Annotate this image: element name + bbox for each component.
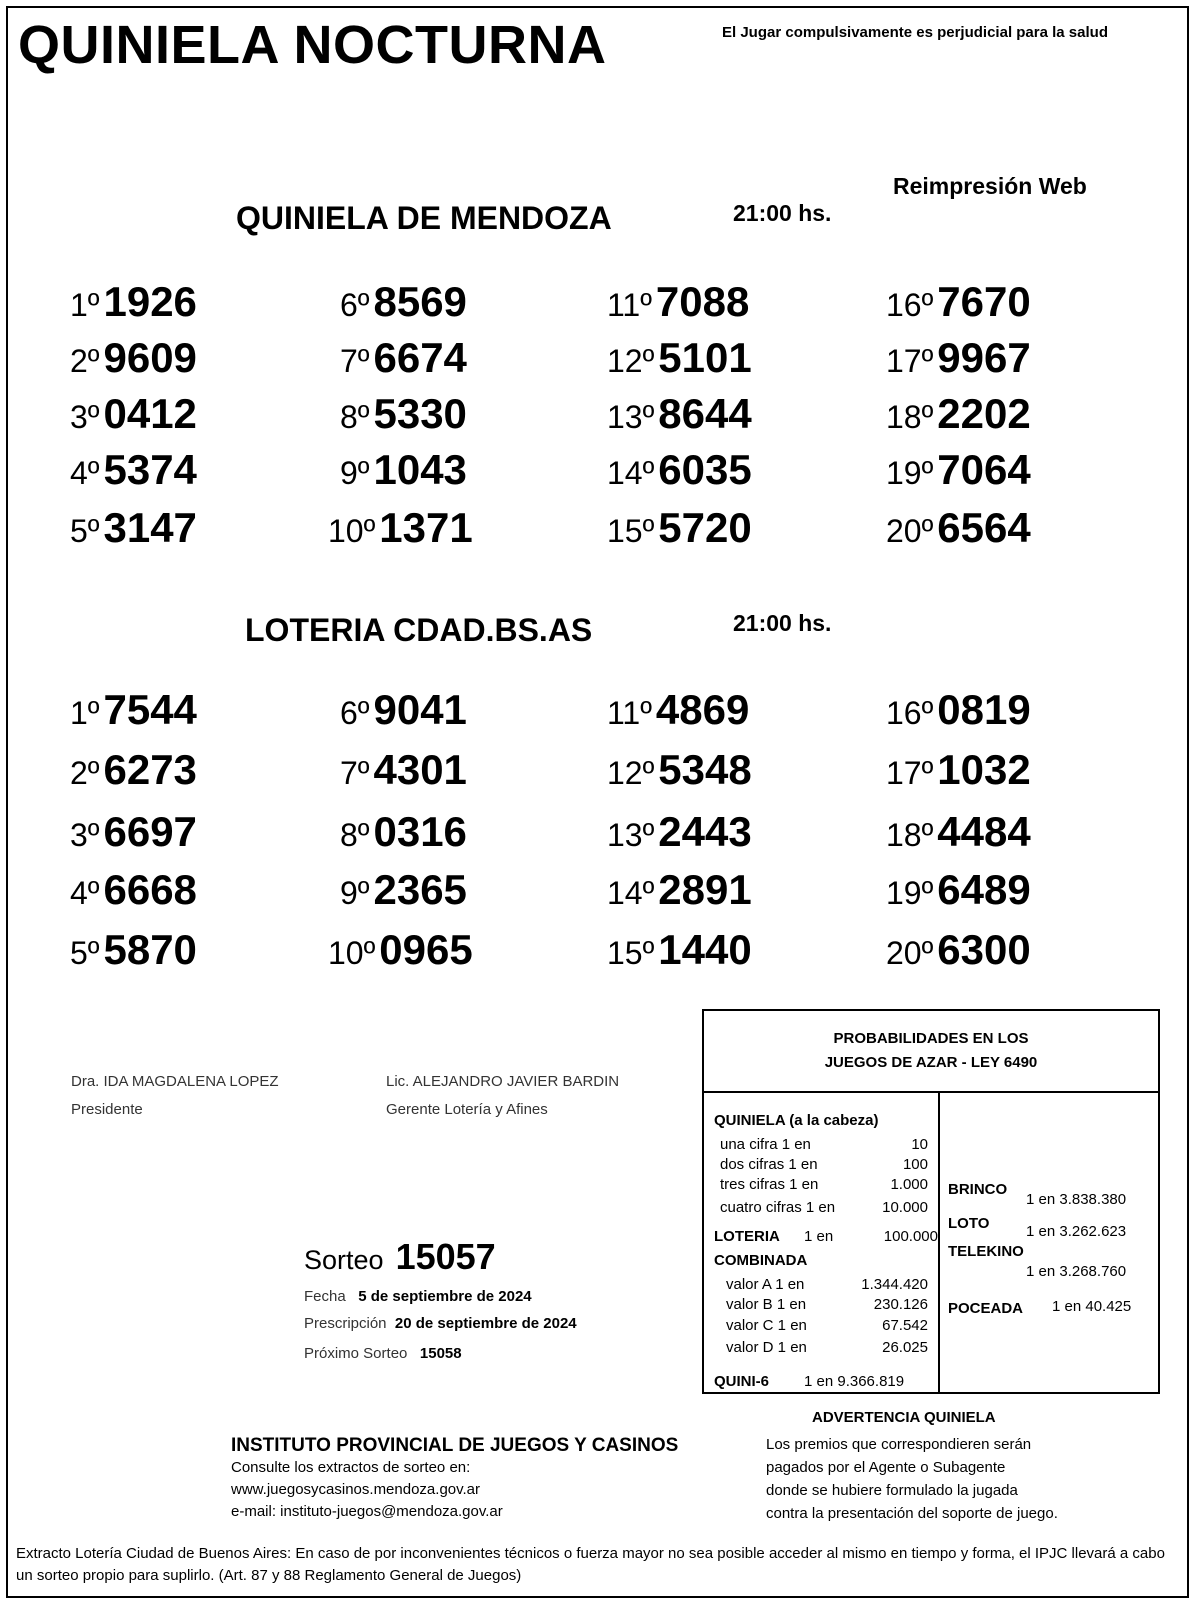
health-warning: El Jugar compulsivamente es perjudicial para la salud: [722, 24, 1108, 41]
draw-position: 9º: [340, 455, 370, 491]
bsas-draw-time: 21:00 hs.: [733, 610, 832, 636]
draw-position: 15º: [607, 513, 655, 549]
manager-name: Lic. ALEJANDRO JAVIER BARDIN: [386, 1073, 620, 1090]
prob-row-value: 100: [902, 1156, 928, 1173]
draw-number: 8644: [658, 390, 752, 437]
draw-number: 2202: [937, 390, 1031, 437]
mendoza-result-3: [70, 390, 197, 438]
draw-number: 5330: [373, 390, 467, 437]
draw-position: 20º: [886, 935, 934, 971]
draw-position: 13º: [607, 399, 655, 435]
prob-row-label: una cifra 1 en: [720, 1136, 811, 1153]
bsas-result-6: [340, 686, 467, 734]
draw-number: 6564: [937, 504, 1031, 551]
draw-number: 6697: [103, 808, 197, 855]
advertencia-text: [766, 1433, 1058, 1525]
advertencia-line: Los premios que correspondieren serán: [766, 1436, 1032, 1453]
draw-number: 2443: [658, 808, 752, 855]
draw-number: 6674: [373, 334, 467, 381]
mendoza-result-18: [886, 390, 1031, 438]
draw-position: 20º: [886, 513, 934, 549]
draw-number: 0316: [373, 808, 467, 855]
institute-email[interactable]: e-mail: instituto-juegos@mendoza.gov.ar: [231, 1503, 503, 1520]
prob-row-value: 10: [911, 1136, 928, 1153]
president-name: Dra. IDA MAGDALENA LOPEZ: [71, 1073, 279, 1090]
draw-position: 3º: [70, 817, 100, 853]
draw-number: 0819: [937, 686, 1031, 733]
mendoza-result-2: [70, 334, 197, 382]
advertencia-line: donde se hubiere formulado la jugada: [766, 1482, 1018, 1499]
draw-position: 14º: [607, 455, 655, 491]
draw-number: 1043: [373, 446, 467, 493]
draw-number: 2891: [658, 866, 752, 913]
draw-position: 12º: [607, 755, 655, 791]
bsas-result-1: [70, 686, 197, 734]
mendoza-result-20: [886, 504, 1031, 552]
mendoza-draw-time: 21:00 hs.: [733, 200, 832, 226]
draw-number: 8569: [373, 278, 467, 325]
draw-position: 11º: [607, 695, 652, 731]
draw-position: 16º: [886, 695, 934, 731]
draw-position: 17º: [886, 755, 934, 791]
fecha-label: Fecha: [304, 1288, 346, 1305]
draw-number: 6300: [937, 926, 1031, 973]
president-role: Presidente: [71, 1101, 143, 1118]
probabilities-box: [702, 1009, 1160, 1394]
poceada-prob-label: POCEADA: [948, 1300, 1024, 1317]
proximo-line: [304, 1345, 462, 1362]
sorteo-number: 15057: [395, 1236, 496, 1277]
loteria-prob-en: 1 en: [804, 1228, 834, 1245]
draw-number: 7088: [655, 278, 750, 325]
institute-consult: Consulte los extractos de sorteo en:: [231, 1459, 471, 1476]
prescripcion-line: [304, 1315, 577, 1332]
bsas-result-19: [886, 866, 1031, 914]
draw-number: 7544: [103, 686, 197, 733]
institute-name: INSTITUTO PROVINCIAL DE JUEGOS Y CASINOS: [231, 1435, 679, 1456]
brinco-prob-label: BRINCO: [948, 1181, 1008, 1198]
telekino-prob-value: 1 en 3.268.760: [1026, 1263, 1127, 1280]
prob-row-value: 10.000: [882, 1199, 928, 1216]
draw-position: 11º: [607, 287, 652, 323]
draw-position: 1º: [70, 287, 100, 323]
draw-position: 14º: [607, 875, 655, 911]
bsas-result-12: [607, 746, 752, 794]
draw-position: 9º: [340, 875, 370, 911]
bsas-result-17: [886, 746, 1031, 794]
draw-number: 1032: [937, 746, 1031, 793]
draw-position: 5º: [70, 935, 100, 971]
mendoza-result-1: [70, 278, 197, 326]
bsas-result-15: [607, 926, 752, 974]
prob-row-label: valor A 1 en: [726, 1276, 805, 1293]
draw-position: 13º: [607, 817, 655, 853]
proximo-value: 15058: [419, 1345, 462, 1362]
fecha-line: [304, 1288, 532, 1305]
draw-number: 5348: [658, 746, 752, 793]
draw-number: 7064: [937, 446, 1031, 493]
draw-position: 17º: [886, 343, 934, 379]
loto-prob-label: LOTO: [948, 1215, 990, 1232]
draw-position: 10º: [328, 935, 376, 971]
draw-number: 6668: [103, 866, 197, 913]
draw-position: 2º: [70, 755, 100, 791]
bsas-result-16: [886, 686, 1031, 734]
prob-row-label: valor D 1 en: [726, 1339, 807, 1356]
quiniela-prob-label: QUINIELA (a la cabeza): [714, 1112, 879, 1129]
bsas-result-13: [607, 808, 752, 856]
draw-number: 5101: [658, 334, 752, 381]
probabilities-title-line2: JUEGOS DE AZAR - LEY 6490: [824, 1054, 1038, 1071]
draw-number: 5720: [658, 504, 752, 551]
sorteo-label: Sorteo: [304, 1245, 384, 1275]
prob-row-value: 26.025: [882, 1339, 928, 1356]
bsas-result-14: [607, 866, 752, 914]
draw-number: 5870: [103, 926, 197, 973]
draw-number: 0965: [379, 926, 473, 973]
prob-row-value: 1.000: [890, 1176, 928, 1193]
draw-number: 6035: [658, 446, 752, 493]
prob-row-value: 1.344.420: [861, 1276, 928, 1293]
bsas-result-4: [70, 866, 197, 914]
prob-row-label: valor B 1 en: [726, 1296, 807, 1313]
mendoza-result-4: [70, 446, 197, 494]
prob-row-label: tres cifras 1 en: [720, 1176, 819, 1193]
bsas-result-18: [886, 808, 1031, 856]
bsas-result-20: [886, 926, 1031, 974]
footer-disclaimer: Extracto Lotería Ciudad de Buenos Aires: En caso de por inconvenientes técnicos o fuerza mayor no sea posible acceder al mismo en tiempo y forma, el IPJC llevará a cabo un sorteo propio para suplirlo. (Art. 87 y 88 Reglamento General de Juegos): [16, 1545, 1165, 1584]
institute-block: [231, 1435, 678, 1523]
draw-position: 6º: [340, 695, 370, 731]
draw-position: 1º: [70, 695, 100, 731]
mendoza-result-12: [607, 334, 752, 382]
bsas-result-11: [607, 686, 749, 734]
draw-position: 7º: [340, 755, 370, 791]
draw-position: 5º: [70, 513, 100, 549]
draw-number: 9609: [103, 334, 197, 381]
mendoza-result-11: [607, 278, 749, 326]
advertencia-line: pagados por el Agente o Subagente: [766, 1459, 1006, 1476]
prob-row-value: 67.542: [882, 1317, 928, 1334]
draw-number: 9041: [373, 686, 467, 733]
draw-number: 4484: [937, 808, 1031, 855]
prob-row-label: cuatro cifras 1 en: [720, 1199, 836, 1216]
prob-row-label: valor C 1 en: [726, 1317, 807, 1334]
prob-row-label: dos cifras 1 en: [720, 1156, 818, 1173]
advertencia-line: contra la presentación del soporte de juego.: [766, 1505, 1058, 1522]
mendoza-result-6: [340, 278, 467, 326]
bsas-result-10: [328, 926, 473, 974]
mendoza-result-14: [607, 446, 752, 494]
bsas-result-8: [340, 808, 467, 856]
reprint-label: Reimpresión Web: [893, 173, 1087, 199]
bsas-section-title: LOTERIA CDAD.BS.AS: [245, 612, 593, 648]
draw-number: 4301: [373, 746, 467, 793]
draw-position: 18º: [886, 817, 934, 853]
mendoza-result-9: [340, 446, 467, 494]
loto-prob-value: 1 en 3.262.623: [1026, 1223, 1127, 1240]
draw-position: 8º: [340, 817, 370, 853]
draw-number: 6489: [937, 866, 1031, 913]
quini6-prob-label: QUINI-6: [714, 1373, 770, 1390]
quini6-prob-value: 1 en 9.366.819: [804, 1373, 905, 1390]
draw-position: 12º: [607, 343, 655, 379]
draw-number: 4869: [655, 686, 750, 733]
draw-position: 7º: [340, 343, 370, 379]
probabilities-header: [704, 1011, 1158, 1093]
page-title: QUINIELA NOCTURNA: [18, 15, 607, 75]
draw-position: 10º: [328, 513, 376, 549]
proximo-label: Próximo Sorteo: [304, 1345, 408, 1362]
draw-position: 4º: [70, 875, 100, 911]
mendoza-result-13: [607, 390, 752, 438]
prescripcion-label: Prescripción: [304, 1315, 387, 1332]
loteria-prob-value: 100.000: [883, 1228, 938, 1245]
draw-position: 8º: [340, 399, 370, 435]
draw-position: 2º: [70, 343, 100, 379]
combinada-prob-label: COMBINADA: [714, 1252, 808, 1269]
poceada-prob-value: 1 en 40.425: [1052, 1298, 1132, 1315]
institute-website[interactable]: www.juegosycasinos.mendoza.gov.ar: [231, 1481, 481, 1498]
draw-position: 19º: [886, 455, 934, 491]
advertencia-title: ADVERTENCIA QUINIELA: [812, 1409, 996, 1426]
bsas-result-3: [70, 808, 197, 856]
draw-number: 5374: [103, 446, 197, 493]
sorteo-block: [304, 1236, 496, 1278]
manager-role: Gerente Lotería y Afines: [386, 1101, 548, 1118]
fecha-value: 5 de septiembre de 2024: [358, 1288, 532, 1305]
draw-number: 1926: [103, 278, 197, 325]
mendoza-result-5: [70, 504, 197, 552]
bsas-result-7: [340, 746, 467, 794]
draw-number: 1440: [658, 926, 752, 973]
draw-position: 4º: [70, 455, 100, 491]
mendoza-section-title: QUINIELA DE MENDOZA: [236, 200, 612, 236]
draw-number: 1371: [379, 504, 473, 551]
draw-number: 7670: [937, 278, 1031, 325]
loteria-prob-label: LOTERIA: [714, 1228, 780, 1245]
mendoza-result-8: [340, 390, 467, 438]
mendoza-result-10: [328, 504, 473, 552]
draw-number: 0412: [103, 390, 197, 437]
bsas-result-9: [340, 866, 467, 914]
bsas-result-2: [70, 746, 197, 794]
draw-number: 3147: [103, 504, 197, 551]
brinco-prob-value: 1 en 3.838.380: [1026, 1191, 1127, 1208]
draw-position: 3º: [70, 399, 100, 435]
draw-position: 19º: [886, 875, 934, 911]
draw-position: 15º: [607, 935, 655, 971]
draw-position: 16º: [886, 287, 934, 323]
draw-position: 6º: [340, 287, 370, 323]
mendoza-result-19: [886, 446, 1031, 494]
prob-row-value: 230.126: [873, 1296, 928, 1313]
bsas-result-5: [70, 926, 197, 974]
draw-number: 6273: [103, 746, 197, 793]
prescripcion-value: 20 de septiembre de 2024: [394, 1315, 577, 1332]
mendoza-result-15: [607, 504, 752, 552]
draw-position: 18º: [886, 399, 934, 435]
probabilities-title-line1: PROBABILIDADES EN LOS: [833, 1030, 1029, 1047]
draw-number: 9967: [937, 334, 1031, 381]
telekino-prob-label: TELEKINO: [948, 1243, 1024, 1260]
mendoza-result-7: [340, 334, 467, 382]
draw-number: 2365: [373, 866, 467, 913]
mendoza-result-16: [886, 278, 1031, 326]
mendoza-result-17: [886, 334, 1031, 382]
